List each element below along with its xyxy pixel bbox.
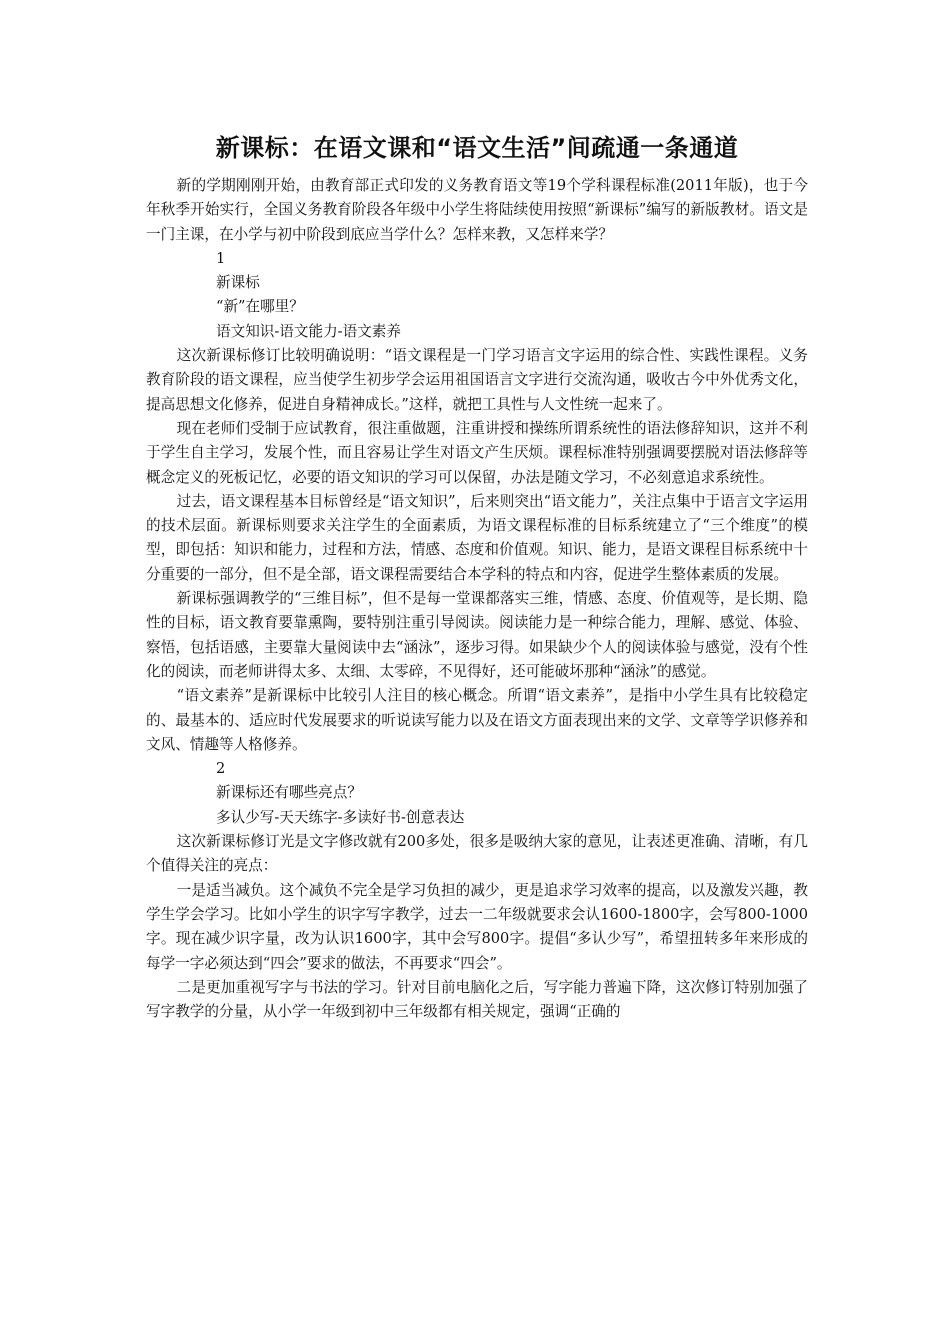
section1-paragraph-4: 新课标强调教学的“三维目标”，但不是每一堂课都落实三维，情感、态度、价值观等，是长期、隐性的目标，语文教育要靠熏陶，要特别注重引导阅读。阅读能力是一种综合能力，理解、感觉、体验、察悟，包括语感，主要靠大量阅读中去“涵泳”，逐步习得。如果缺少个人的阅读体验与感觉，没有个性化的阅读，而老师讲得太多、太细、太零碎，不见得好，还可能破坏那种“涵泳”的感觉。 <box>146 590 808 680</box>
section-heading-1b: “新”在哪里？ <box>216 298 304 316</box>
document-title: 新课标：在语文课和“语文生活”间疏通一条通道 <box>215 134 739 162</box>
section1-paragraph-5: “语文素养”是新课标中比较引人注目的核心概念。所谓“语文素养”，是指中小学生具有比较稳定的、最基本的、适应时代发展要求的听说读写能力以及在语文方面表现出来的文学、文章等学识修养和文风、情趣等人格修养。 <box>146 687 808 753</box>
document-page <box>146 128 808 1024</box>
section2-paragraph-1: 这次新课标修订光是文字修改就有200多处，很多是吸纳大家的意见，让表述更准确、清晰，有几个值得关注的亮点： <box>146 833 808 875</box>
section-number-1: 1 <box>216 249 226 267</box>
section1-paragraph-1: 这次新课标修订比较明确说明：“语文课程是一门学习语言文字运用的综合性、实践性课程。义务教育阶段的语文课程，应当使学生初步学会运用祖国语言文字进行交流沟通，吸收古今中外优秀文化，提高思想文化修养，促进自身精神成长。”这样，就把工具性与人文性统一起来了。 <box>146 347 808 413</box>
section2-paragraph-2: 一是适当减负。这个减负不完全是学习负担的减少，更是追求学习效率的提高，以及激发兴趣，教学生学会学习。比如小学生的识字写字教学，过去一二年级就要求会认1600-1800字，会写800-1000字。现在减少识字量，改为认识1600字，其中会写800字。提倡“多认少写”，希望扭转多年来形成的每学一字必须达到“四会”要求的做法，不再要求“四会”。 <box>146 881 808 972</box>
section-heading-1a: 新课标 <box>216 274 260 292</box>
section2-paragraph-3: 二是更加重视写字与书法的学习。针对目前电脑化之后，写字能力普遍下降，这次修订特别加强了写字教学的分量，从小学一年级到初中三年级都有相关规定，强调“正确的 <box>146 978 808 1021</box>
section1-paragraph-2: 现在老师们受制于应试教育，很注重做题，注重讲授和操练所谓系统性的语法修辞知识，这并不利于学生自主学习，发展个性，而且容易让学生对语文产生厌烦。课程标准特别强调要摆脱对语法修辞等概念定义的死板记忆，必要的语文知识的学习可以保留，办法是随文学习，不必刻意追求系统性。 <box>146 419 808 486</box>
section-heading-2: 新课标还有哪些亮点？ <box>216 784 362 802</box>
intro-paragraph: 新的学期刚刚开始，由教育部正式印发的义务教育语文等19个学科课程标准(2011年版)，也于今年秋季开始实行，全国义务教育阶段各年级中小学生将陆续使用按照“新课标”编写的新版教材。语文是一门主课，在小学与初中阶段到底应当学什么？怎样来教，又怎样来学？ <box>146 177 808 243</box>
section-subheading-1: 语文知识-语文能力-语文素养 <box>216 322 401 340</box>
section1-paragraph-3: 过去，语文课程基本目标曾经是“语文知识”，后来则突出“语文能力”，关注点集中于语言文字运用的技术层面。新课标则要求关注学生的全面素质，为语文课程标准的目标系统建立了“三个维度”的模型，即包括：知识和能力，过程和方法，情感、态度和价值观。知识、能力，是语文课程目标系统中十分重要的一部分，但不是全部，语文课程需要结合本学科的特点和内容，促进学生整体素质的发展。 <box>146 492 808 583</box>
section-subheading-2: 多认少写-天天练字-多读好书-创意表达 <box>216 808 465 826</box>
section-number-2: 2 <box>216 760 226 778</box>
